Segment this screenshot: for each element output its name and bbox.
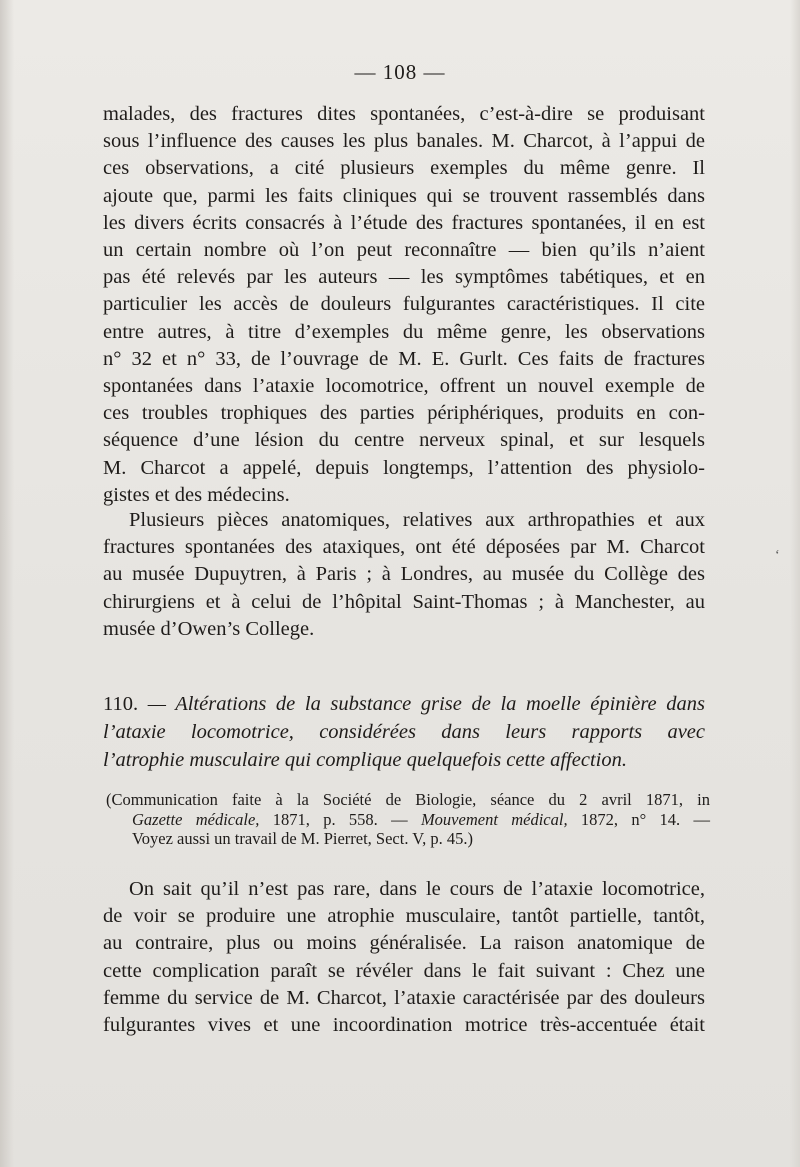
heading-line: l’ataxie locomotrice, considérées dans leurs rapports avec bbox=[103, 721, 705, 743]
text-line: gistes et des médecins. bbox=[103, 483, 290, 506]
citation-line: (Communication faite à la Société de Biologie, séance du 2 avril 1871, in bbox=[106, 790, 710, 809]
text-line: musée d’Owen’s College. bbox=[103, 617, 315, 640]
text-line: ces observations, a cité plusieurs exemples du même genre. Il bbox=[103, 157, 705, 180]
text-line: spontanées dans l’ataxie locomotrice, offrent un nouvel exemple de bbox=[103, 375, 705, 398]
heading-line bbox=[103, 690, 705, 718]
citation-note bbox=[106, 790, 710, 849]
text-line: au contraire, plus ou moins généralisée. La raison anatomique de bbox=[103, 932, 705, 955]
citation-journal: Mouvement médical, bbox=[420, 809, 568, 829]
text-line: malades, des fractures dites spontanées, c’est-à-dire se produisant bbox=[103, 103, 705, 125]
citation-journal: Gazette médicale, bbox=[132, 809, 260, 829]
text-line: ajoute que, parmi les faits cliniques qui se trouvent rassemblés dans bbox=[103, 184, 705, 207]
heading-line: l’atrophie musculaire qui complique quelquefois cette affection. bbox=[103, 749, 627, 771]
citation-line bbox=[106, 810, 710, 830]
citation-ref: 1872, n° 14. — bbox=[567, 809, 710, 829]
text-line: fractures spontanées des ataxiques, ont été déposées par M. Charcot bbox=[103, 536, 705, 559]
page-edge-shadow bbox=[790, 0, 800, 1167]
text-line: chirurgiens et à celui de l’hôpital Saint-Thomas ; à Manchester, au bbox=[103, 590, 705, 613]
page-spine-shadow bbox=[0, 0, 14, 1167]
citation-ref: 1871, p. 558. — bbox=[259, 809, 421, 829]
text-line: pas été relevés par les auteurs — les symptômes tabétiques, et en bbox=[103, 266, 705, 289]
text-line: M. Charcot a appelé, depuis longtemps, l’attention des physiolo- bbox=[103, 456, 705, 479]
text-line: femme du service de M. Charcot, l’ataxie caractérisée par des douleurs bbox=[103, 986, 705, 1009]
text-line: entre autres, à titre d’exemples du même genre, les observations bbox=[103, 320, 705, 343]
text-line: n° 32 et n° 33, de l’ouvrage de M. E. Gurlt. Ces faits de fractures bbox=[103, 347, 705, 370]
text-line: particulier les accès de douleurs fulgurantes caractéristiques. Il cite bbox=[103, 293, 705, 316]
citation-line: Voyez aussi un travail de M. Pierret, Sect. V, p. 45.) bbox=[132, 829, 473, 848]
text-line: cette complication paraît se révéler dans le fait suivant : Chez une bbox=[103, 959, 705, 982]
section-number: 110. bbox=[103, 693, 139, 715]
text-line: au musée Dupuytren, à Paris ; à Londres, au musée du Collège des bbox=[103, 563, 705, 586]
text-line: fulgurantes vives et une incoordination motrice très-accentuée était bbox=[103, 1014, 705, 1037]
paragraph-atrophy bbox=[103, 876, 705, 1039]
text-line: ces troubles trophiques des parties périphériques, produits en con- bbox=[103, 402, 705, 425]
text-line: séquence d’une lésion du centre nerveux spinal, et sur lesquels bbox=[103, 429, 705, 452]
stray-margin-mark: ʻ bbox=[775, 548, 780, 563]
text-line: de voir se produire une atrophie musculaire, tantôt partielle, tantôt, bbox=[103, 905, 705, 928]
text-line: les divers écrits consacrés à l’étude des fractures spontanées, il en est bbox=[103, 211, 705, 234]
paragraph-museums bbox=[103, 507, 705, 643]
page-number: — 108 — bbox=[354, 60, 446, 84]
text-line: sous l’influence des causes les plus banales. M. Charcot, à l’appui de bbox=[103, 130, 705, 153]
heading-text: — Altérations de la substance grise de la moelle épinière dans bbox=[147, 693, 705, 715]
text-line: On sait qu’il n’est pas rare, dans le cours de l’ataxie locomotrice, bbox=[129, 878, 705, 900]
section-heading bbox=[103, 690, 705, 774]
text-line: un certain nombre où l’on peut reconnaître — bien qu’ils n’aient bbox=[103, 239, 705, 262]
paragraph-fractures bbox=[103, 101, 705, 509]
text-line: Plusieurs pièces anatomiques, relatives aux arthropathies et aux bbox=[129, 509, 705, 531]
